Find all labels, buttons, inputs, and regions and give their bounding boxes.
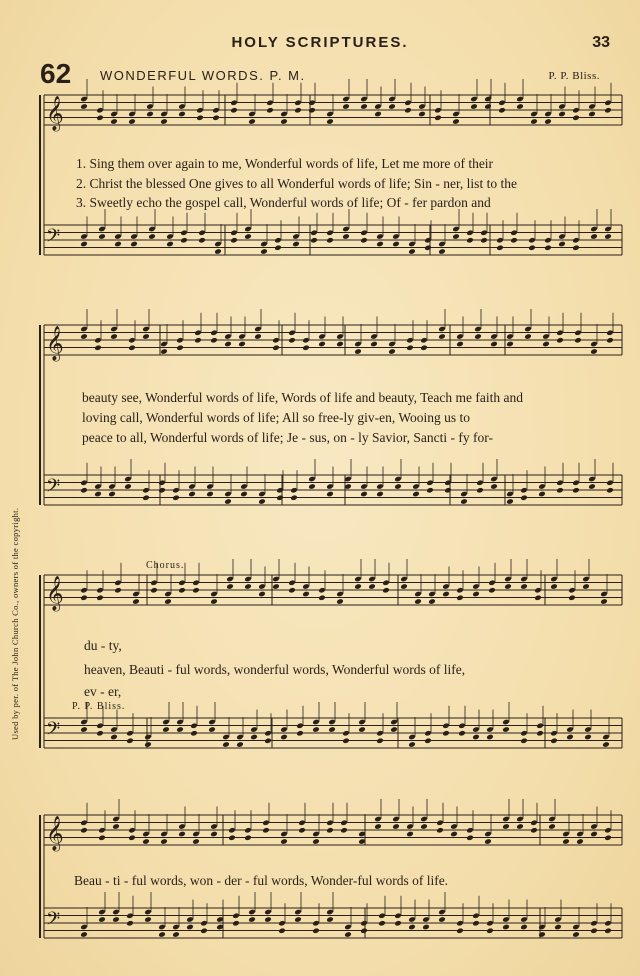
notehead [126, 920, 134, 927]
notehead [80, 487, 88, 494]
notehead [394, 920, 402, 927]
notehead [600, 598, 608, 605]
notehead [566, 734, 574, 741]
notehead [80, 827, 88, 834]
notehead [326, 237, 334, 244]
notehead [208, 726, 216, 733]
notehead [436, 827, 444, 834]
notehead [132, 598, 140, 605]
notehead [388, 348, 396, 355]
notehead [110, 333, 118, 340]
notehead [196, 114, 204, 121]
notehead [98, 916, 106, 923]
notehead [510, 237, 518, 244]
notehead [236, 741, 244, 748]
notehead [164, 598, 172, 605]
notehead [260, 248, 268, 255]
notehead [554, 924, 562, 931]
lyric-line-3-3: ev - er, [84, 684, 122, 699]
notehead [272, 344, 280, 351]
chorus-label: Chorus. [146, 560, 185, 571]
notehead [590, 233, 598, 240]
notehead [480, 237, 488, 244]
notehead [308, 483, 316, 490]
notehead [530, 827, 538, 834]
notehead [590, 927, 598, 934]
notehead [472, 920, 480, 927]
notehead [248, 916, 256, 923]
notehead [210, 337, 218, 344]
notehead [520, 737, 528, 744]
notehead [544, 244, 552, 251]
notehead [354, 348, 362, 355]
notehead [98, 233, 106, 240]
notehead [444, 487, 452, 494]
notehead [392, 241, 400, 248]
notehead [210, 598, 218, 605]
notehead [244, 233, 252, 240]
notehead [474, 333, 482, 340]
notehead [166, 241, 174, 248]
notehead [420, 344, 428, 351]
notehead [576, 838, 584, 845]
notehead [158, 487, 166, 494]
notehead [144, 741, 152, 748]
notehead [502, 924, 510, 931]
notehead [590, 831, 598, 838]
lyric-line-2-3: peace to all, Wonderful words of life; Je - sus, on - ly Savior, Sancti - fy for- [82, 430, 493, 445]
notehead [572, 244, 580, 251]
notehead [368, 583, 376, 590]
notehead [406, 831, 414, 838]
notehead [504, 583, 512, 590]
notehead [404, 107, 412, 114]
notehead [188, 491, 196, 498]
notehead [190, 730, 198, 737]
notehead [488, 587, 496, 594]
notehead [142, 838, 150, 845]
notehead [240, 491, 248, 498]
notehead [162, 726, 170, 733]
notehead [528, 244, 536, 251]
notehead [602, 741, 610, 748]
notehead [516, 103, 524, 110]
notehead [290, 494, 298, 501]
chorus-composer-credit: P. P. Bliss. [72, 701, 126, 712]
notehead [452, 118, 460, 125]
notehead [194, 337, 202, 344]
copyright-side-note: Used by per. of The John Church Co., owners of the copyright. [10, 507, 20, 740]
notehead [110, 734, 118, 741]
notehead [520, 494, 528, 501]
notehead [126, 737, 134, 744]
notehead [110, 118, 118, 125]
notehead [550, 737, 558, 744]
clef-glyph: 𝄞 [46, 576, 64, 611]
notehead [160, 118, 168, 125]
notehead [354, 583, 362, 590]
clef-glyph: 𝄢 [46, 909, 61, 934]
notehead [80, 333, 88, 340]
notehead [80, 103, 88, 110]
notehead [294, 107, 302, 114]
notehead [470, 103, 478, 110]
notehead [280, 734, 288, 741]
notehead [442, 591, 450, 598]
notehead [148, 233, 156, 240]
notehead [424, 244, 432, 251]
notehead [466, 834, 474, 841]
notehead [312, 927, 320, 934]
notehead [424, 737, 432, 744]
notehead [232, 920, 240, 927]
notehead [294, 916, 302, 923]
notehead [254, 333, 262, 340]
notehead [456, 927, 464, 934]
notehead [568, 594, 576, 601]
notehead [584, 734, 592, 741]
notehead [80, 594, 88, 601]
notehead [530, 118, 538, 125]
notehead [370, 341, 378, 348]
notehead [420, 823, 428, 830]
notehead [186, 924, 194, 931]
notehead [264, 737, 272, 744]
notehead [490, 483, 498, 490]
notehead [172, 931, 180, 938]
notehead [604, 107, 612, 114]
notehead [288, 587, 296, 594]
notehead [326, 491, 334, 498]
notehead [360, 103, 368, 110]
notehead [556, 487, 564, 494]
notehead [382, 587, 390, 594]
notehead [408, 248, 416, 255]
notehead [224, 498, 232, 505]
notehead [112, 916, 120, 923]
notehead [150, 587, 158, 594]
notehead [374, 823, 382, 830]
notehead [336, 598, 344, 605]
notehead [604, 834, 612, 841]
notehead [276, 494, 284, 501]
notehead [534, 594, 542, 601]
notehead [318, 341, 326, 348]
notehead [222, 741, 230, 748]
notehead [244, 583, 252, 590]
notehead [438, 916, 446, 923]
notehead [326, 916, 334, 923]
notehead [360, 237, 368, 244]
notehead [422, 924, 430, 931]
notehead [406, 344, 414, 351]
notehead [376, 241, 384, 248]
clef-glyph: 𝄞 [46, 326, 64, 361]
notehead [572, 487, 580, 494]
notehead [318, 594, 326, 601]
lyric-line-2-2: loving call, Wonderful words of life; All so free-ly giv-en, Wooing us to [82, 410, 471, 425]
notehead [80, 726, 88, 733]
notehead [486, 927, 494, 934]
notehead [328, 726, 336, 733]
notehead [400, 583, 408, 590]
notehead [124, 483, 132, 490]
notehead [308, 107, 316, 114]
notehead [360, 491, 368, 498]
notehead [502, 726, 510, 733]
notehead [476, 487, 484, 494]
notehead [452, 233, 460, 240]
notehead [192, 838, 200, 845]
notehead [128, 834, 136, 841]
notehead [456, 594, 464, 601]
notehead [458, 730, 466, 737]
notehead [298, 827, 306, 834]
notehead [520, 924, 528, 931]
notehead [272, 583, 280, 590]
notehead [312, 726, 320, 733]
notehead [604, 233, 612, 240]
running-header: HOLY SCRIPTURES. [231, 34, 409, 51]
notehead [588, 483, 596, 490]
notehead [358, 726, 366, 733]
notehead [582, 583, 590, 590]
notehead [114, 241, 122, 248]
notehead [264, 916, 272, 923]
notehead [460, 498, 468, 505]
notehead [426, 487, 434, 494]
notehead [412, 491, 420, 498]
notehead [516, 823, 524, 830]
notehead [142, 494, 150, 501]
notehead [376, 491, 384, 498]
notehead [280, 838, 288, 845]
notehead [558, 241, 566, 248]
lyric-line-4-1: Beau - ti - ful words, won - der - ful words, Wonder-ful words of life. [74, 873, 449, 888]
notehead [562, 838, 570, 845]
notehead [336, 341, 344, 348]
notehead [258, 498, 266, 505]
notehead [606, 337, 614, 344]
notehead [466, 237, 474, 244]
notehead [574, 337, 582, 344]
lyric-line-1-3: 3. Sweetly echo the gospel call, Wonderful words of life; Of - fer pardon and [76, 195, 491, 210]
notehead [484, 838, 492, 845]
notehead [258, 591, 266, 598]
notehead [94, 344, 102, 351]
notehead [486, 734, 494, 741]
composer-credit: P. P. Bliss. [548, 70, 600, 82]
hymn-title: WONDERFUL WORDS. P. M. [100, 68, 306, 83]
notehead [418, 111, 426, 118]
notehead [160, 838, 168, 845]
notehead [428, 598, 436, 605]
notehead [548, 823, 556, 830]
notehead [278, 927, 286, 934]
notehead [536, 730, 544, 737]
notehead [506, 341, 514, 348]
lyric-line-3-2: heaven, Beauti - ful words, wonderful words, Wonderful words of life, [84, 662, 466, 677]
notehead [158, 931, 166, 938]
notehead [342, 103, 350, 110]
notehead [248, 118, 256, 125]
notehead [214, 248, 222, 255]
notehead [198, 237, 206, 244]
notehead [130, 241, 138, 248]
notehead [142, 333, 150, 340]
notehead [408, 924, 416, 931]
notehead [288, 337, 296, 344]
notehead [224, 341, 232, 348]
notehead [550, 583, 558, 590]
notehead [96, 114, 104, 121]
notehead [498, 107, 506, 114]
notehead [80, 931, 88, 938]
lyric-line-3-1: du - ty, [84, 638, 122, 653]
notehead [450, 831, 458, 838]
notehead [250, 734, 258, 741]
notehead [556, 337, 564, 344]
notehead [374, 111, 382, 118]
notehead [572, 114, 580, 121]
notehead [262, 827, 270, 834]
notehead [310, 237, 318, 244]
lyric-line-2-1: beauty see, Wonderful words of life, Words of life and beauty, Teach me faith and [82, 390, 523, 405]
notehead [178, 587, 186, 594]
notehead [572, 931, 580, 938]
notehead [342, 737, 350, 744]
notehead [114, 587, 122, 594]
notehead [172, 494, 180, 501]
clef-glyph: 𝄢 [46, 719, 61, 744]
notehead [344, 931, 352, 938]
notehead [558, 111, 566, 118]
notehead [506, 498, 514, 505]
notehead [266, 107, 274, 114]
notehead [176, 726, 184, 733]
notehead [378, 920, 386, 927]
notehead [280, 118, 288, 125]
notehead [394, 483, 402, 490]
page-number: 33 [592, 34, 610, 51]
notehead [524, 333, 532, 340]
notehead [98, 834, 106, 841]
notehead [108, 491, 116, 498]
notehead [230, 237, 238, 244]
clef-glyph: 𝄞 [46, 816, 64, 851]
notehead [390, 726, 398, 733]
notehead [178, 111, 186, 118]
notehead [340, 827, 348, 834]
notehead [212, 114, 220, 121]
notehead [146, 111, 154, 118]
notehead [502, 823, 510, 830]
notehead [200, 927, 208, 934]
notehead [312, 838, 320, 845]
copyright-side-note-container [0, 0, 20, 976]
notehead [96, 730, 104, 737]
notehead [230, 107, 238, 114]
notehead [360, 927, 368, 934]
notehead [176, 344, 184, 351]
notehead [128, 118, 136, 125]
notehead [496, 244, 504, 251]
notehead [80, 241, 88, 248]
notehead [414, 598, 422, 605]
notehead [96, 594, 104, 601]
notehead [238, 341, 246, 348]
notehead [542, 341, 550, 348]
notehead [472, 734, 480, 741]
notehead [180, 237, 188, 244]
notehead [590, 348, 598, 355]
notehead [112, 823, 120, 830]
notehead [342, 233, 350, 240]
notehead [408, 741, 416, 748]
notehead [210, 831, 218, 838]
notehead [434, 114, 442, 121]
notehead [544, 118, 552, 125]
lyric-line-1-1: 1. Sing them over again to me, Wonderful words of life, Let me more of their [76, 156, 494, 171]
notehead [604, 927, 612, 934]
notehead [538, 931, 546, 938]
notehead [244, 834, 252, 841]
notehead [302, 344, 310, 351]
clef-glyph: 𝄢 [46, 476, 61, 501]
notehead [128, 344, 136, 351]
notehead [538, 491, 546, 498]
notehead [606, 487, 614, 494]
notehead [94, 491, 102, 498]
notehead [484, 103, 492, 110]
lyric-line-1-2: 2. Christ the blessed One gives to all Wonderful words of life; Sin - ner, list to the [76, 176, 517, 191]
notehead [392, 823, 400, 830]
notehead [438, 333, 446, 340]
notehead [490, 341, 498, 348]
notehead [274, 244, 282, 251]
notehead [226, 583, 234, 590]
notehead [388, 103, 396, 110]
notehead [442, 730, 450, 737]
notehead [456, 341, 464, 348]
hymn-number: 62 [40, 58, 72, 89]
notehead [376, 737, 384, 744]
notehead [296, 730, 304, 737]
notehead [302, 591, 310, 598]
notehead [178, 831, 186, 838]
clef-glyph: 𝄢 [46, 226, 61, 251]
notehead [228, 834, 236, 841]
clef-glyph: 𝄞 [46, 96, 64, 131]
notehead [192, 587, 200, 594]
notehead [292, 241, 300, 248]
notehead [326, 827, 334, 834]
notehead [588, 111, 596, 118]
notehead [520, 583, 528, 590]
notehead [438, 248, 446, 255]
notehead [144, 916, 152, 923]
notehead [160, 348, 168, 355]
notehead [472, 591, 480, 598]
notehead [206, 491, 214, 498]
notehead [326, 118, 334, 125]
